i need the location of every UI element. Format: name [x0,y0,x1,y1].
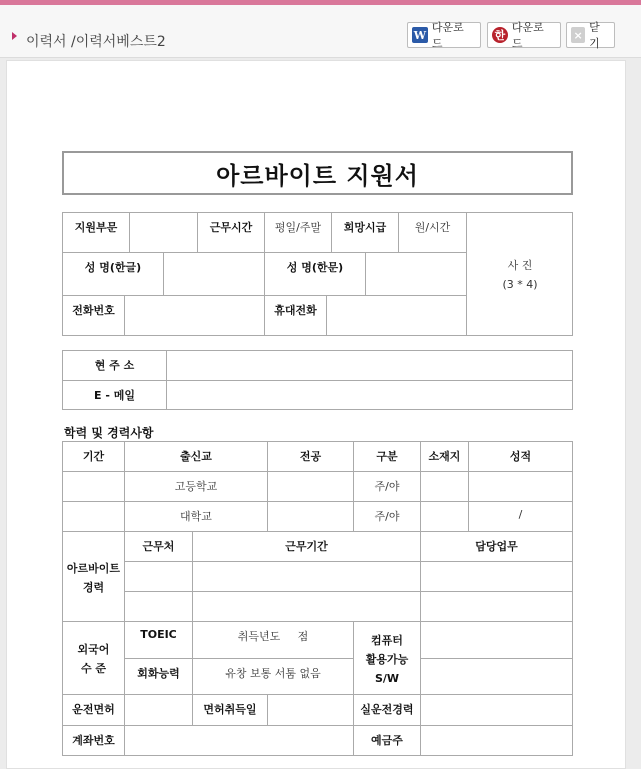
parttime-period-1[interactable] [193,562,421,592]
computer-label-line2: 활용가능 [365,652,409,666]
edu-grade-high[interactable] [469,472,572,502]
name-kr-label: 성 명(한글) [63,253,164,296]
toeic-label: TOEIC [125,622,193,659]
parttime-label-line1: 아르바이트 [66,561,121,575]
parttime-workplace-1[interactable] [125,562,193,592]
table-row[interactable] [63,502,125,532]
word-icon: W [413,28,427,42]
close-button[interactable] [566,22,615,48]
edu-header-grade: 성적 [469,442,572,472]
computer-value-1[interactable] [421,622,572,659]
email-label: E - 메일 [63,381,167,409]
computer-label-line3: S/W [374,671,400,685]
work-time-value: 평일/주말 [265,213,332,253]
name-hanja-label: 성 명(한문) [265,253,366,296]
hwp-download-label: 다운로드 [511,21,544,50]
word-download-button[interactable] [407,22,481,48]
parttime-header-workplace: 근무처 [125,532,193,562]
license-acquired-label: 면허취득일 [193,695,268,726]
close-label: 닫기 [589,21,600,50]
phone-label: 전화번호 [63,296,125,335]
work-time-label: 근무시간 [198,213,265,253]
parttime-duty-1[interactable] [421,562,572,592]
close-icon: × [571,27,585,43]
parttime-period-2[interactable] [193,592,421,622]
photo-size: (3 * 4) [502,278,538,291]
name-kr-value[interactable] [164,253,265,296]
mobile-label: 휴대전화 [265,296,327,335]
document-title: 아르바이트 지원서 [62,151,573,195]
parttime-label-line2: 경력 [82,580,105,594]
computer-label [354,622,421,695]
parttime-header-period: 근무기간 [193,532,421,562]
phone-value[interactable] [125,296,265,335]
edu-header-type: 구분 [354,442,421,472]
computer-value-2[interactable] [421,659,572,695]
hwp-icon: 한 [492,27,508,43]
conversation-label: 회화능력 [125,659,193,695]
photo-box [467,213,573,335]
language-label-line1: 외국어 [77,643,110,656]
apply-field-value[interactable] [130,213,198,253]
account-holder-value[interactable] [421,726,572,755]
account-value[interactable] [125,726,354,755]
driver-license-value[interactable] [125,695,193,726]
edu-school-high: 고등학교 [125,472,268,502]
parttime-duty-2[interactable] [421,592,572,622]
edu-grade-univ: / [469,502,572,532]
edu-type-univ: 주/야 [354,502,421,532]
address-table [62,350,573,410]
driving-experience-label: 실운전경력 [354,695,421,726]
computer-label-line1: 컴퓨터 [371,633,403,647]
conversation-value: 유창 보통 서툼 없음 [193,659,354,695]
address-value[interactable] [167,351,572,381]
edu-location-univ[interactable] [421,502,469,532]
edu-header-major: 전공 [268,442,354,472]
edu-header-school: 출신교 [125,442,268,472]
top-bar [0,0,641,58]
language-label [63,622,125,695]
toeic-value: 취득년도 점 [193,622,354,659]
career-table [62,441,573,756]
name-hanja-value[interactable] [366,253,467,296]
scrollbar-track[interactable] [628,60,641,769]
language-label-line2: 수 준 [80,662,107,675]
parttime-header-duty: 담당업무 [421,532,572,562]
license-acquired-value[interactable] [268,695,354,726]
wage-label: 희망시급 [332,213,399,253]
edu-header-location: 소재지 [421,442,469,472]
edu-major-high[interactable] [268,472,354,502]
account-label: 계좌번호 [63,726,125,755]
parttime-workplace-2[interactable] [125,592,193,622]
email-value[interactable] [167,381,572,409]
word-download-label: 다운로드 [431,21,464,50]
mobile-value[interactable] [327,296,467,335]
account-holder-label: 예금주 [354,726,421,755]
education-section-title: 학력 및 경력사항 [64,426,154,440]
apply-field-label: 지원부문 [63,213,130,253]
edu-location-high[interactable] [421,472,469,502]
driving-experience-value[interactable] [421,695,572,726]
edu-header-period: 기간 [63,442,125,472]
edu-school-univ: 대학교 [125,502,268,532]
basic-info-table [62,212,573,336]
hwp-download-button[interactable] [487,22,561,48]
edu-major-univ[interactable] [268,502,354,532]
edu-type-high: 주/야 [354,472,421,502]
driver-license-label: 운전면허 [63,695,125,726]
breadcrumb-arrow-icon [12,32,17,40]
parttime-label [63,532,125,622]
table-row[interactable] [63,472,125,502]
photo-label: 사 진 [507,259,533,272]
breadcrumb: 이력서 /이력서베스트2 [26,34,166,50]
wage-unit: 원/시간 [399,213,467,253]
address-label: 현 주 소 [63,351,167,381]
